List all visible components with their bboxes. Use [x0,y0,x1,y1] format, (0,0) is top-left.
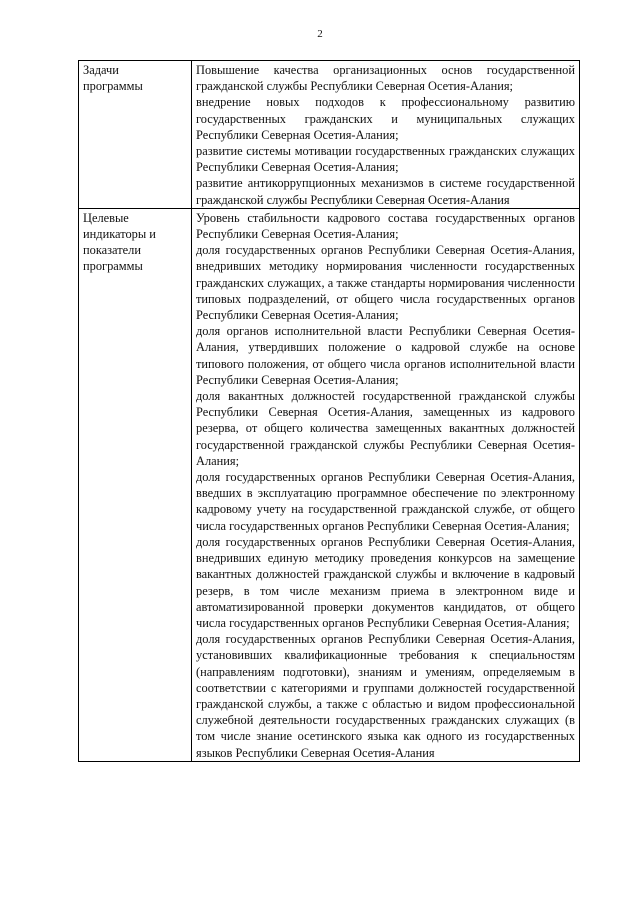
label-line: показатели [83,243,141,258]
row-content-tasks [192,61,580,209]
indicator-paragraph: доля государственных органов Республики Северная Осетия-Алания, введших в эксплуатацию программное обеспечение по электронному кадровому учету на государственной гражданской службе, от общего числа государственных органов Республики Северная Осетия-Алания; [196,470,575,533]
program-table [78,60,580,762]
indicator-paragraph: доля органов исполнительной власти Республики Северная Осетия-Алания, утвердивших положение о кадровой службе на основе типового положения, от общего числа органов исполнительной власти Республики Северная Осетия-Алания; [196,324,575,387]
row-content-indicators [192,208,580,761]
label-line: Целевые [83,210,129,225]
indicator-paragraph: доля государственных органов Республики Северная Осетия-Алания, установивших квалификационные требования к специальностям (направлениям подготовки), знаниям и умениям, определяемым в соответствии с категориями и группами должностей государственной гражданской службы, а также с областью и видом профессиональной служебной деятельности государственных гражданских служащих (в том числе знание осетинского языка как одного из государственных языков Республики Северная Осетия-Алания [196,632,575,760]
task-paragraph: развитие системы мотивации государственных гражданских служащих Республики Северная Осетия-Алания; [196,144,575,175]
indicator-paragraph: доля государственных органов Республики Северная Осетия-Алания, внедривших методику нормирования численности государственных гражданских служащих, а также стандарты нормирования численности типовых подразделений, от общего числа государственных органов Республики Северная Осетия-Алания; [196,243,575,323]
task-paragraph: Повышение качества организационных основ государственной гражданской службы Республики Северная Осетия-Алания; [196,63,575,94]
label-line: программы [83,79,143,94]
page-number: 2 [317,28,323,40]
indicator-paragraph: Уровень стабильности кадрового состава государственных органов Республики Северная Осетия-Алания; [196,210,575,242]
table-row-tasks [79,61,580,209]
label-line: программы [83,259,143,274]
task-paragraph: внедрение новых подходов к профессиональному развитию государственных гражданских и муниципальных служащих Республики Северная Осетия-Алания; [196,95,575,142]
table-row-indicators [79,208,580,761]
task-paragraph: развитие антикоррупционных механизмов в системе государственной гражданской службы Республики Северная Осетия-Алания [196,176,575,207]
row-label-tasks [79,61,192,209]
label-line: индикаторы и [83,227,156,242]
indicator-paragraph: доля государственных органов Республики Северная Осетия-Алания, внедривших единую методику проведения конкурсов на замещение вакантных должностей гражданской службы и включение в кадровый резерв, в том числе механизм приема в электронном виде и автоматизированной проверки документов кандидатов, от общего числа государственных органов Республики Северная Осетия-Алания; [196,534,575,630]
indicator-paragraph: доля вакантных должностей государственной гражданской службы Республики Северная Осетия-Алания, замещенных из кадрового резерва, от общего количества замещенных вакантных должностей государственной гражданской службы Республики Северная Осетия-Алания; [196,389,575,468]
row-label-indicators [79,208,192,761]
label-line: Задачи [83,63,119,77]
